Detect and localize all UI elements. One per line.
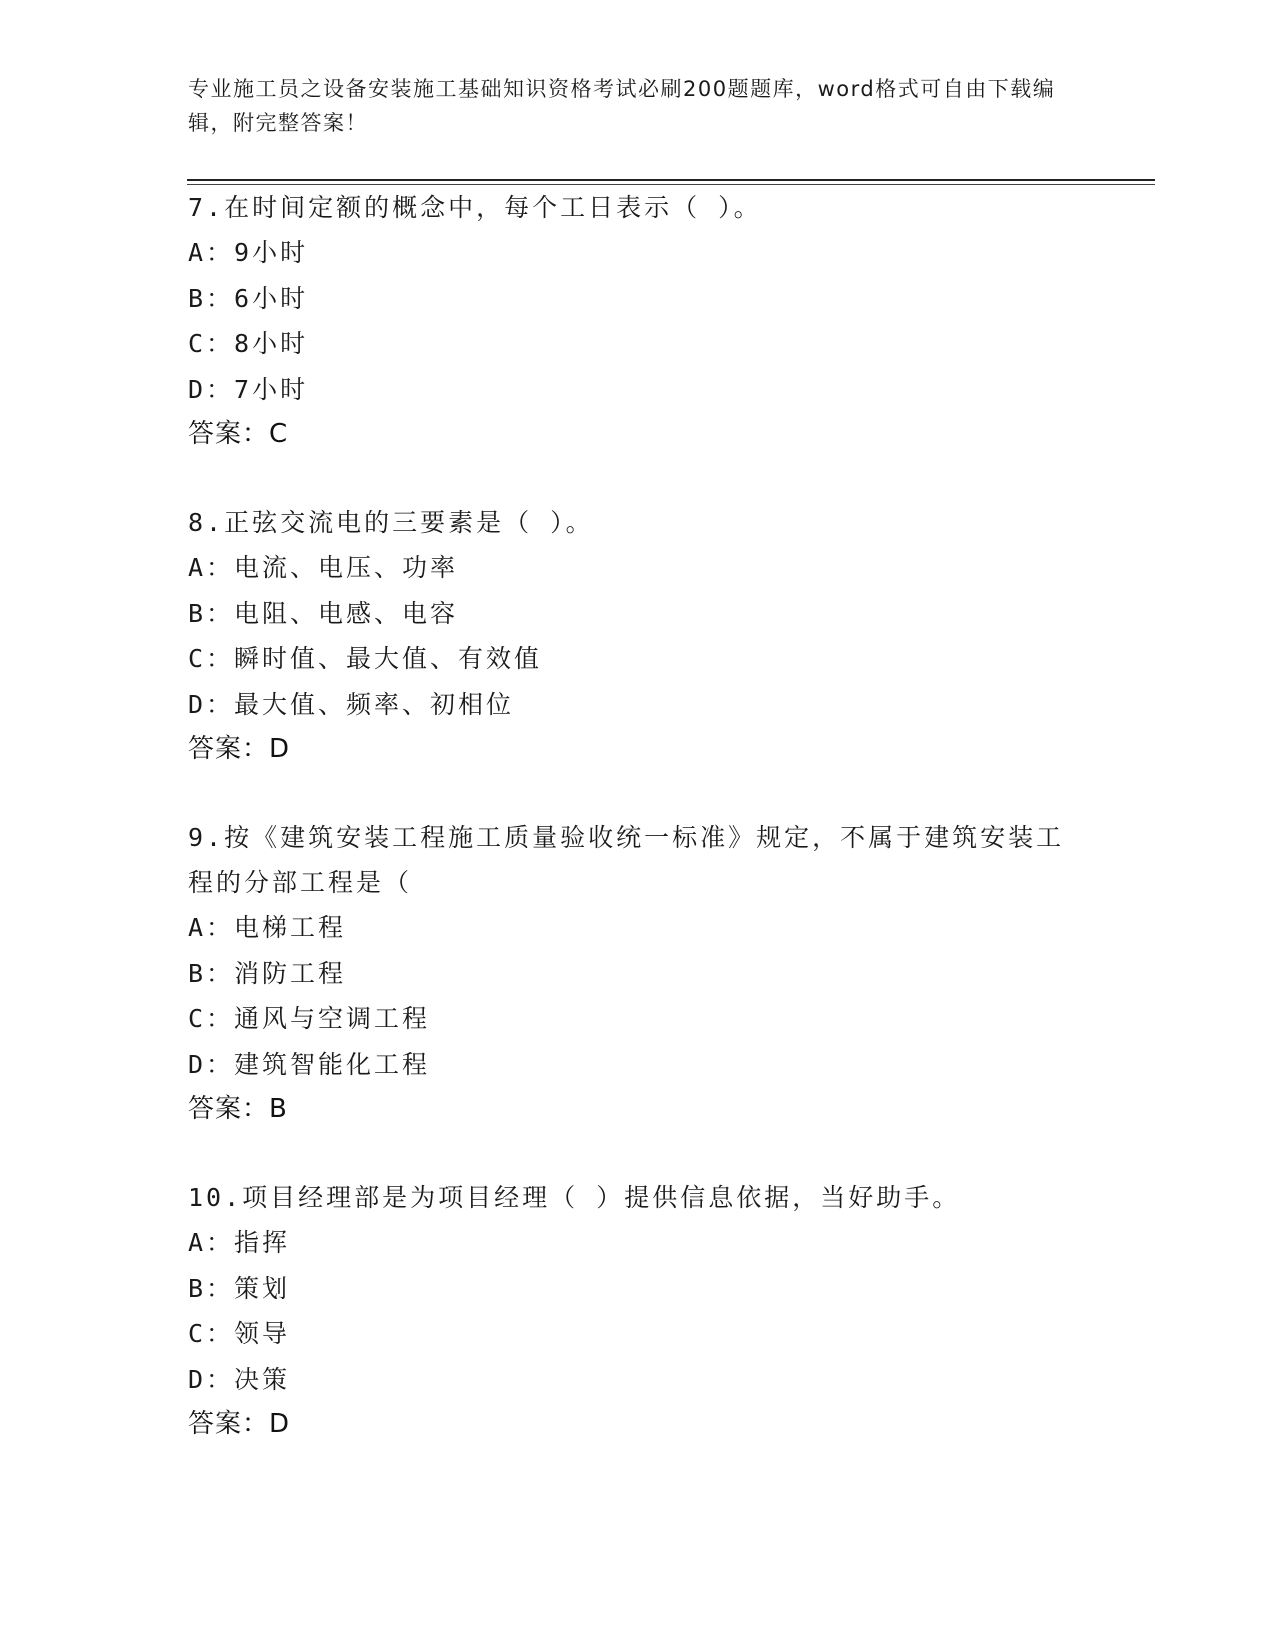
option-c: C：领导 xyxy=(188,1319,291,1348)
answer-value: B xyxy=(269,1094,288,1124)
question-9 xyxy=(188,815,1088,1132)
answer-label: 答案： xyxy=(188,419,270,449)
question-8 xyxy=(188,500,1088,772)
option-b: B：策划 xyxy=(188,1273,291,1303)
answer-label: 答案： xyxy=(188,734,270,764)
question-stem: 10.项目经理部是为项目经理（ ）提供信息依据，当好助手。 xyxy=(188,1183,961,1212)
answer-line xyxy=(188,412,1088,457)
document-header-title: 专业施工员之设备安装施工基础知识资格考试必刷200题题库，word格式可自由下载编辑，附完整答案！ xyxy=(188,77,1056,135)
answer-line xyxy=(188,727,1088,772)
option-b: B：消防工程 xyxy=(188,958,347,988)
question-stem: 8.正弦交流电的三要素是（ ）。 xyxy=(188,508,594,537)
answer-value: C xyxy=(269,419,289,449)
question-stem: 9.按《建筑安装工程施工质量验收统一标准》规定，不属于建筑安装工程的分部工程是（ xyxy=(188,823,1065,897)
answer-label: 答案： xyxy=(188,1409,270,1439)
option-d: D：7小时 xyxy=(188,374,309,404)
option-c: C：通风与空调工程 xyxy=(188,1004,431,1033)
answer-line xyxy=(188,1087,1088,1132)
option-a: A：电梯工程 xyxy=(188,913,347,942)
question-stem: 7.在时间定额的概念中，每个工日表示（ ）。 xyxy=(188,193,762,222)
answer-value: D xyxy=(269,1409,291,1439)
option-a: A：指挥 xyxy=(188,1228,291,1257)
option-c: C：8小时 xyxy=(188,329,309,358)
question-10 xyxy=(188,1175,1088,1447)
option-a: A：电流、电压、功率 xyxy=(188,553,459,582)
option-c: C：瞬时值、最大值、有效值 xyxy=(188,644,543,673)
answer-line xyxy=(188,1402,1088,1447)
question-7 xyxy=(188,185,1088,457)
answer-label: 答案： xyxy=(188,1094,270,1124)
option-a: A：9小时 xyxy=(188,238,309,267)
answer-value: D xyxy=(269,734,291,764)
option-b: B：6小时 xyxy=(188,283,309,313)
option-d: D：最大值、频率、初相位 xyxy=(188,689,515,719)
option-d: D：建筑智能化工程 xyxy=(188,1049,431,1079)
option-d: D：决策 xyxy=(188,1364,291,1394)
option-b: B：电阻、电感、电容 xyxy=(188,598,459,628)
header-divider-thick xyxy=(187,179,1155,181)
